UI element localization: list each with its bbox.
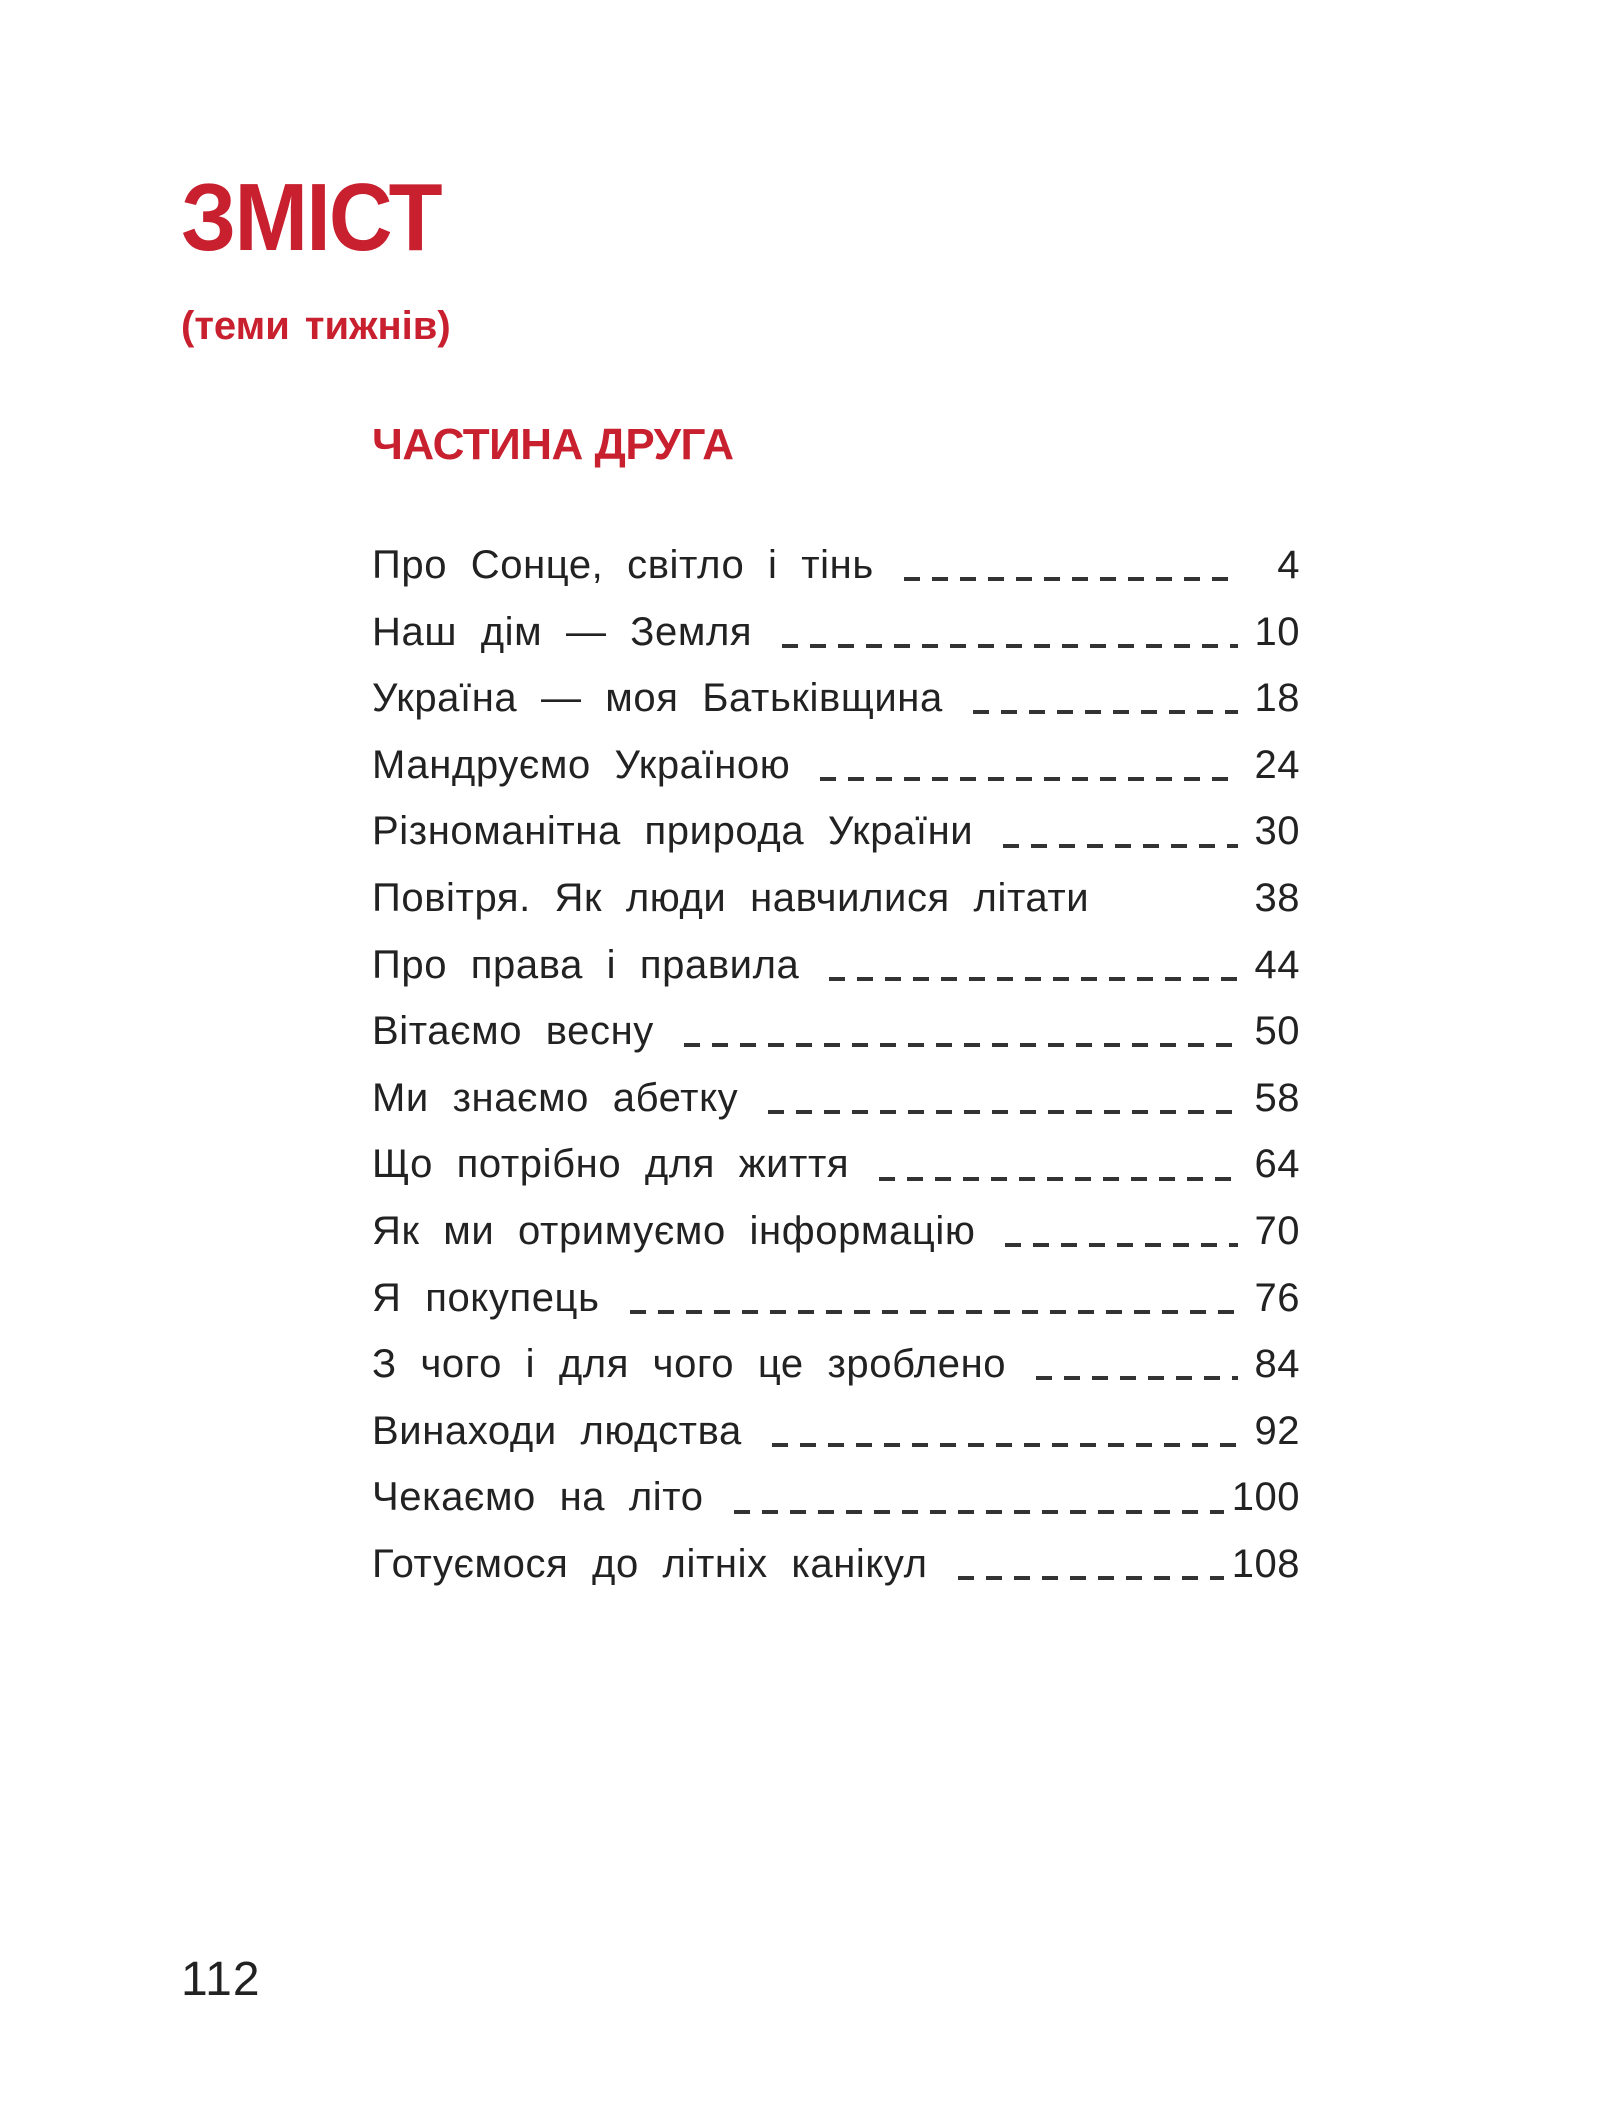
toc-entry-page-number: 4	[1277, 543, 1300, 587]
toc-entry[interactable]	[372, 865, 1300, 932]
toc-entry-dot-leader	[1119, 910, 1238, 914]
toc-entry-topic: З чого і для чого це зроблено	[372, 1342, 1007, 1387]
toc-entry-topic: Вітаємо весну	[372, 1009, 654, 1054]
toc-entry-dot-leader	[973, 710, 1238, 714]
toc-entry-page-number: 76	[1254, 1275, 1300, 1320]
toc-entry-dot-leader	[829, 977, 1238, 981]
toc-entry[interactable]	[372, 932, 1300, 999]
toc-entry-topic: Про Сонце, світло і тінь	[372, 543, 874, 587]
toc-entry-dot-leader	[684, 1043, 1238, 1047]
toc-entry-dot-leader	[1036, 1376, 1238, 1380]
toc-entry[interactable]	[372, 1198, 1300, 1265]
toc-entry-topic: Винаходи людства	[372, 1408, 742, 1453]
toc-entry-dot-leader	[958, 1576, 1224, 1580]
toc-entry-page-number: 84	[1254, 1342, 1300, 1387]
toc-entry[interactable]	[372, 1331, 1300, 1398]
toc-entry[interactable]	[372, 665, 1300, 732]
toc-entry-topic: Про права і правила	[372, 942, 800, 987]
toc-entry-dot-leader	[772, 1443, 1238, 1447]
toc-entry[interactable]	[372, 732, 1300, 799]
toc-entry-dot-leader	[879, 1177, 1238, 1181]
toc-entry-page-number: 58	[1254, 1075, 1300, 1120]
page-number: 112	[181, 1953, 261, 2006]
toc-entry-page-number: 18	[1254, 676, 1300, 721]
table-of-contents	[372, 532, 1300, 1598]
toc-entry-page-number: 92	[1254, 1408, 1300, 1453]
toc-entry[interactable]	[372, 1464, 1300, 1531]
toc-entry-page-number: 10	[1254, 609, 1300, 654]
toc-entry[interactable]	[372, 1398, 1300, 1465]
toc-entry-topic: Україна — моя Батьківщина	[372, 676, 943, 721]
toc-entry-page-number: 44	[1254, 942, 1300, 987]
toc-entry-topic: Різноманітна природа України	[372, 809, 974, 854]
toc-entry-page-number: 100	[1231, 1475, 1300, 1520]
toc-entry[interactable]	[372, 1531, 1300, 1598]
toc-entry-dot-leader	[630, 1310, 1238, 1314]
toc-entry-page-number: 64	[1254, 1142, 1300, 1187]
toc-entry-topic: Повітря. Як люди навчилися літати	[372, 875, 1090, 920]
toc-entry-topic: Що потрібно для життя	[372, 1142, 850, 1187]
toc-entry[interactable]	[372, 532, 1300, 599]
toc-entry[interactable]	[372, 1131, 1300, 1198]
section-title: ЧАСТИНА ДРУГА	[372, 420, 734, 469]
toc-entry[interactable]	[372, 1065, 1300, 1132]
toc-entry-page-number: 70	[1254, 1208, 1300, 1253]
toc-entry-topic: Мандруємо Україною	[372, 742, 791, 787]
toc-entry[interactable]	[372, 998, 1300, 1065]
page-subtitle: (теми тижнів)	[181, 304, 451, 348]
toc-entry-page-number: 108	[1231, 1541, 1300, 1586]
toc-entry-dot-leader	[1003, 844, 1238, 848]
toc-entry-dot-leader	[1005, 1243, 1238, 1247]
toc-entry[interactable]	[372, 1265, 1300, 1332]
toc-entry-page-number: 30	[1254, 809, 1300, 854]
toc-entry[interactable]	[372, 599, 1300, 666]
page-title: ЗМІСТ	[181, 164, 441, 271]
toc-entry-page-number: 24	[1254, 742, 1300, 787]
toc-entry-topic: Я покупець	[372, 1275, 600, 1320]
toc-entry-topic: Готуємося до літніх канікул	[372, 1541, 928, 1586]
toc-entry-dot-leader	[904, 577, 1238, 581]
toc-entry-dot-leader	[820, 777, 1238, 781]
toc-entry-dot-leader	[782, 644, 1238, 648]
toc-entry-dot-leader	[734, 1510, 1224, 1514]
toc-entry-topic: Наш дім — Земля	[372, 609, 753, 654]
toc-entry-page-number: 38	[1254, 875, 1300, 920]
toc-entry-topic: Чекаємо на літо	[372, 1475, 704, 1520]
toc-entry-topic: Як ми отримуємо інформацію	[372, 1208, 976, 1253]
toc-entry[interactable]	[372, 798, 1300, 865]
toc-entry-dot-leader	[768, 1110, 1238, 1114]
toc-entry-topic: Ми знаємо абетку	[372, 1075, 739, 1120]
toc-entry-page-number: 50	[1254, 1009, 1300, 1054]
